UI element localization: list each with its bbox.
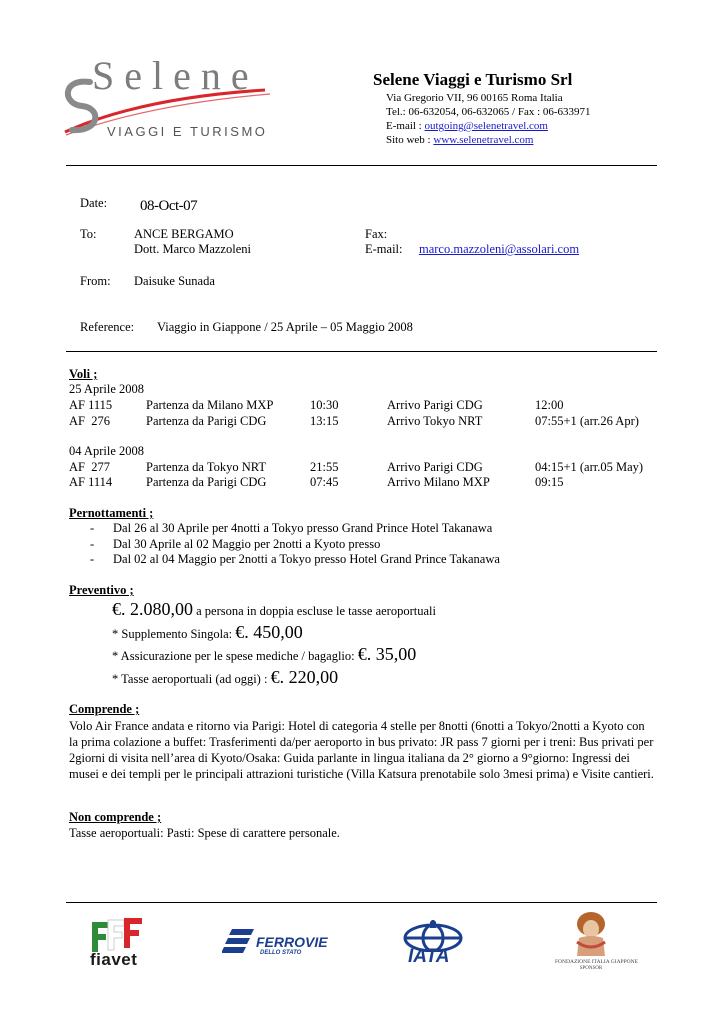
preventivo-main bbox=[112, 599, 436, 620]
to-line1: ANCE BERGAMO bbox=[134, 227, 234, 241]
comprende-text: Volo Air France andata e ritorno via Parigi: Hotel di categoria 4 stelle per 8notti (6notti a Tokyo/2notti a Kyoto con la prima colazione a buffet: Trasferimenti da/per aeroporto in bus privato: JR pass 7 giorni per i treni: Bus privati per 2giorni di visita nell’area di Kyoto/Osaka: Guida parlante in lingua italiana da 2° giorno a 9°giorno: Ingressi dei musei e dei templi per le principali attrazioni turistiche (Villa Katsura prenotabile solo 3mesi prima) e Visite cantieri. bbox=[69, 719, 654, 781]
company-email-label: E-mail : bbox=[386, 120, 425, 132]
flight-arr-time: 12:00 bbox=[535, 398, 564, 412]
company-tel: Tel.: 06-632054, 06-632065 / Fax : 06-633971 bbox=[386, 106, 591, 118]
flight-dep-time: 21:55 bbox=[310, 460, 339, 474]
footer-divider bbox=[66, 902, 657, 903]
flight-arrival: Arrivo Parigi CDG bbox=[387, 398, 483, 412]
iata-text: IATA bbox=[408, 946, 450, 967]
flight-dep-time: 10:30 bbox=[310, 398, 339, 412]
flight-arrival: Arrivo Tokyo NRT bbox=[387, 414, 483, 428]
company-web-label: Sito web : bbox=[386, 134, 434, 146]
list-item-text: Dal 02 al 04 Maggio per 2notti a Tokyo presso Hotel Grand Prince Takanawa bbox=[113, 552, 500, 566]
logo-subtitle: VIAGGI E TURISMO bbox=[107, 124, 268, 139]
flight-arrival: Arrivo Parigi CDG bbox=[387, 460, 483, 474]
ferrovie-mark-icon bbox=[222, 927, 256, 957]
date-label: Date: bbox=[80, 196, 108, 210]
logo-word: Selene bbox=[92, 53, 259, 98]
fondazione-figure-icon bbox=[555, 908, 627, 958]
ferrovie-subtext: DELLO STATO bbox=[260, 950, 302, 956]
non-comprende-heading: Non comprende ; bbox=[69, 810, 162, 824]
preventivo-line-price: €. 35,00 bbox=[357, 644, 417, 664]
voli-heading: Voli ; bbox=[69, 367, 98, 381]
from-value: Daisuke Sunada bbox=[134, 274, 215, 288]
to-line2: Dott. Marco Mazzoleni bbox=[134, 242, 251, 256]
list-item-text: Dal 26 al 30 Aprile per 4notti a Tokyo presso Grand Prince Hotel Takanawa bbox=[113, 521, 493, 535]
preventivo-line-price: €. 220,00 bbox=[270, 667, 339, 687]
list-item: - Dal 30 Aprile al 02 Maggio per 2notti a Kyoto presso bbox=[90, 537, 381, 551]
company-address: Via Gregorio VII, 96 00165 Roma Italia bbox=[386, 92, 563, 104]
reference-value: Viaggio in Giappone / 25 Aprile – 05 Maggio 2008 bbox=[157, 320, 413, 334]
flight-departure: Partenza da Parigi CDG bbox=[146, 475, 267, 489]
from-label: From: bbox=[80, 274, 111, 288]
pernottamenti-heading: Pernottamenti ; bbox=[69, 506, 154, 520]
flight-arrival: Arrivo Milano MXP bbox=[387, 475, 490, 489]
recipient-email-label: E-mail: bbox=[365, 242, 403, 256]
recipient-email-link[interactable]: marco.mazzoleni@assolari.com bbox=[419, 242, 580, 256]
flight-number: AF 277 bbox=[69, 460, 110, 474]
flight-arr-time: 04:15+1 (arr.05 May) bbox=[535, 460, 644, 474]
fiavet-text: fiavet bbox=[90, 950, 138, 969]
comprende-heading: Comprende ; bbox=[69, 702, 140, 716]
flight-arr-time: 09:15 bbox=[535, 475, 564, 489]
iata-logo bbox=[402, 920, 464, 970]
fiavet-logo bbox=[86, 912, 148, 972]
company-name: Selene Viaggi e Turismo Srl bbox=[373, 70, 573, 89]
flight-number: AF 1115 bbox=[69, 398, 113, 412]
preventivo-line bbox=[112, 622, 303, 643]
flight-departure: Partenza da Parigi CDG bbox=[146, 414, 267, 428]
date-value: 08-Oct-07 bbox=[140, 198, 198, 214]
fondazione-text: FONDAZIONE ITALIA GIAPPONE bbox=[555, 959, 638, 965]
to-label: To: bbox=[80, 227, 97, 241]
preventivo-line-label: * Supplemento Singola: bbox=[112, 627, 236, 641]
preventivo-line-price: €. 450,00 bbox=[235, 622, 303, 642]
ferrovie-text: FERROVIE bbox=[256, 934, 328, 950]
fondazione-subtext: SPONSOR bbox=[579, 966, 603, 971]
fondazione-logo bbox=[555, 908, 638, 974]
flight-departure: Partenza da Milano MXP bbox=[146, 398, 274, 412]
meta-divider bbox=[66, 351, 657, 352]
preventivo-line-label: * Assicurazione per le spese mediche / bagaglio: bbox=[112, 649, 358, 663]
main-price: €. 2.080,00 bbox=[112, 599, 193, 619]
list-item: - Dal 02 al 04 Maggio per 2notti a Tokyo presso Hotel Grand Prince Takanawa bbox=[90, 552, 500, 566]
preventivo-line bbox=[112, 667, 338, 688]
flight-number: AF 276 bbox=[69, 414, 110, 428]
list-item: - Dal 26 al 30 Aprile per 4notti a Tokyo presso Grand Prince Hotel Takanawa bbox=[90, 521, 493, 535]
flight-arr-time: 07:55+1 (arr.26 Apr) bbox=[535, 414, 639, 428]
company-email-link[interactable]: outgoing@selenetravel.com bbox=[424, 120, 548, 132]
flight-dep-time: 07:45 bbox=[310, 475, 339, 489]
preventivo-line bbox=[112, 644, 416, 665]
voli-group2-date: 04 Aprile 2008 bbox=[69, 444, 144, 458]
flight-number: AF 1114 bbox=[69, 475, 113, 489]
non-comprende-text: Tasse aeroportuali: Pasti: Spese di carattere personale. bbox=[69, 826, 340, 840]
flight-departure: Partenza da Tokyo NRT bbox=[146, 460, 266, 474]
fax-label: Fax: bbox=[365, 227, 388, 241]
header-divider bbox=[66, 165, 657, 166]
list-item-text: Dal 30 Aprile al 02 Maggio per 2notti a Kyoto presso bbox=[113, 537, 381, 551]
flight-dep-time: 13:15 bbox=[310, 414, 339, 428]
company-web-line bbox=[386, 134, 533, 146]
preventivo-line-label: * Tasse aeroportuali (ad oggi) : bbox=[112, 672, 271, 686]
preventivo-heading: Preventivo ; bbox=[69, 583, 134, 597]
company-web-link[interactable]: www.selenetravel.com bbox=[433, 134, 534, 146]
company-email-line bbox=[386, 120, 548, 132]
main-price-note: a persona in doppia escluse le tasse aeroportuali bbox=[193, 604, 436, 618]
reference-label: Reference: bbox=[80, 320, 135, 334]
voli-group1-date: 25 Aprile 2008 bbox=[69, 382, 144, 396]
ferrovie-logo bbox=[222, 925, 337, 961]
